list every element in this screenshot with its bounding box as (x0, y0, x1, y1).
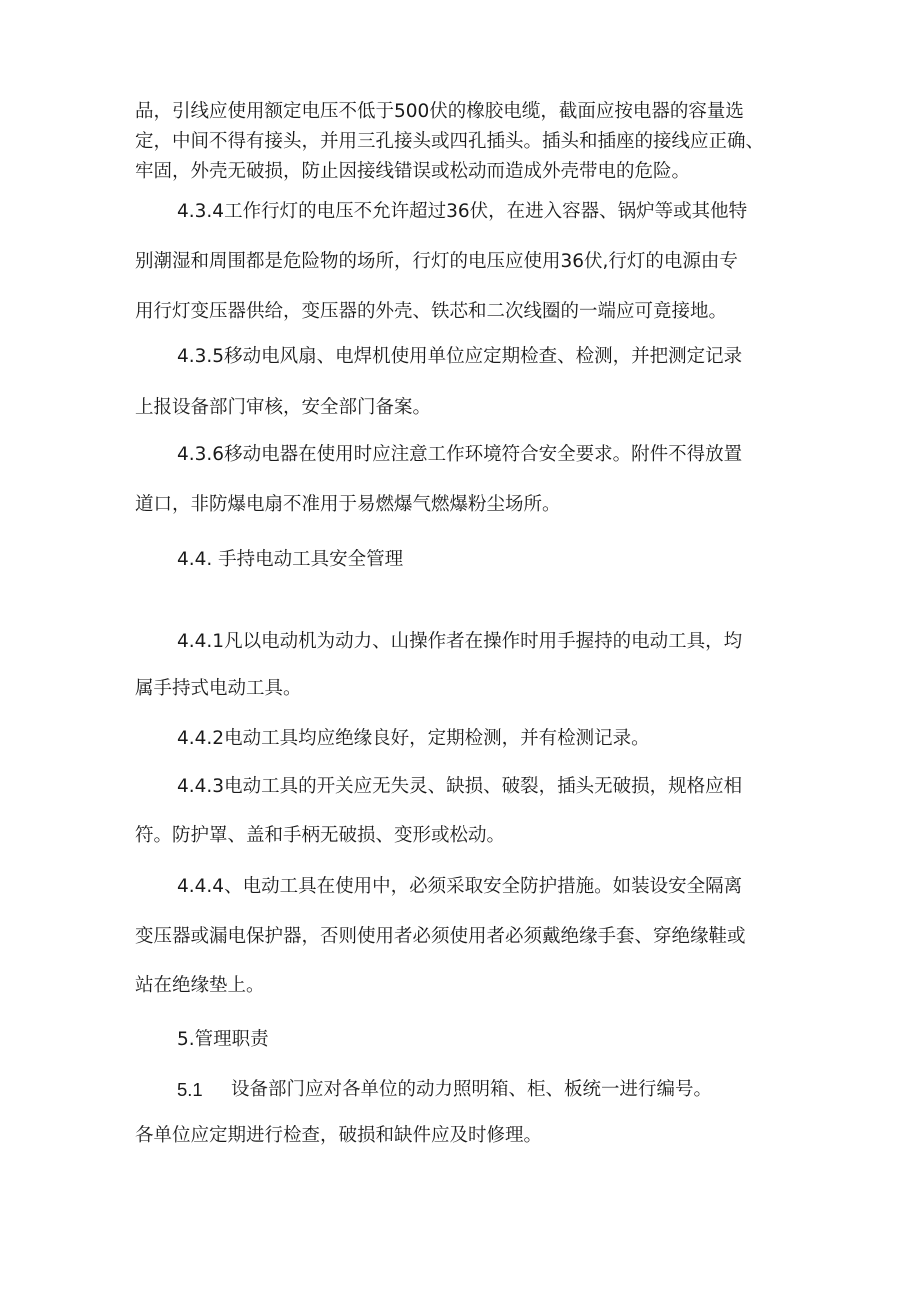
paragraph-4-4-3-line: 4.4.3电动工具的开关应无失灵、缺损、破裂，插头无破损，规格应相 (177, 776, 743, 797)
section-number-5-1: 5.1 (177, 1079, 203, 1100)
paragraph-5-1-line: 各单位应定期进行检查，破损和缺件应及时修理。 (135, 1125, 543, 1146)
paragraph-4-3-6-line: 道口，非防爆电扇不准用于易燃爆气燃爆粉尘场所。 (135, 494, 561, 515)
paragraph-4-3-4-line: 4.3.4工作行灯的电压不允许超过36伏，在进入容器、锅炉等或其他特 (177, 201, 748, 222)
paragraph-4-4-4-line: 站在绝缘垫上。 (135, 975, 265, 996)
section-heading-5: 5.管理职责 (177, 1029, 269, 1050)
paragraph-4-4-4-line: 变压器或漏电保护器，否则使用者必须使用者必须戴绝缘手套、穿绝缘鞋或 (135, 926, 746, 947)
section-heading-4-4: 4.4. 手持电动工具安全管理 (177, 549, 404, 570)
paragraph-4-4-3-line: 符。防护罩、盖和手柄无破损、变形或松动。 (135, 825, 506, 846)
paragraph-4-4-4-line: 4.4.4、电动工具在使用中，必须采取安全防护措施。如装设安全隔离 (177, 876, 743, 897)
paragraph-line: 定，中间不得有接头，并用三孔接头或四孔插头。插头和插座的接线应正确、 (135, 131, 765, 152)
paragraph-4-3-6-line: 4.3.6移动电器在使用时应注意工作环境符合安全要求。附件不得放置 (177, 444, 743, 465)
paragraph-5-1-line: 设备部门应对各单位的动力照明箱、柜、板统一进行编号。 (231, 1079, 713, 1100)
paragraph-4-3-5-line: 上报设备部门审核，安全部门备案。 (135, 397, 432, 418)
paragraph-4-3-5-line: 4.3.5移动电风扇、电焊机使用单位应定期检查、检测，并把测定记录 (177, 346, 743, 367)
paragraph-4-4-2: 4.4.2电动工具均应绝缘良好，定期检测，并有检测记录。 (177, 728, 650, 749)
paragraph-4-4-1-line: 4.4.1凡以电动机为动力、山操作者在操作时用手握持的电动工具，均 (177, 631, 743, 652)
paragraph-line: 牢固，外壳无破损，防止因接线错误或松动而造成外壳带电的危险。 (135, 161, 691, 182)
paragraph-4-4-1-line: 属手持式电动工具。 (135, 678, 302, 699)
paragraph-4-3-4-line: 别潮湿和周围都是危险物的场所，行灯的电压应使用36伏,行灯的电源由专 (135, 251, 738, 272)
paragraph-line: 品，引线应使用额定电压不低于500伏的橡胶电缆，截面应按电器的容量选 (135, 101, 744, 122)
paragraph-4-3-4-line: 用行灯变压器供给，变压器的外壳、铁芯和二次线圈的一端应可竟接地。 (135, 301, 728, 322)
